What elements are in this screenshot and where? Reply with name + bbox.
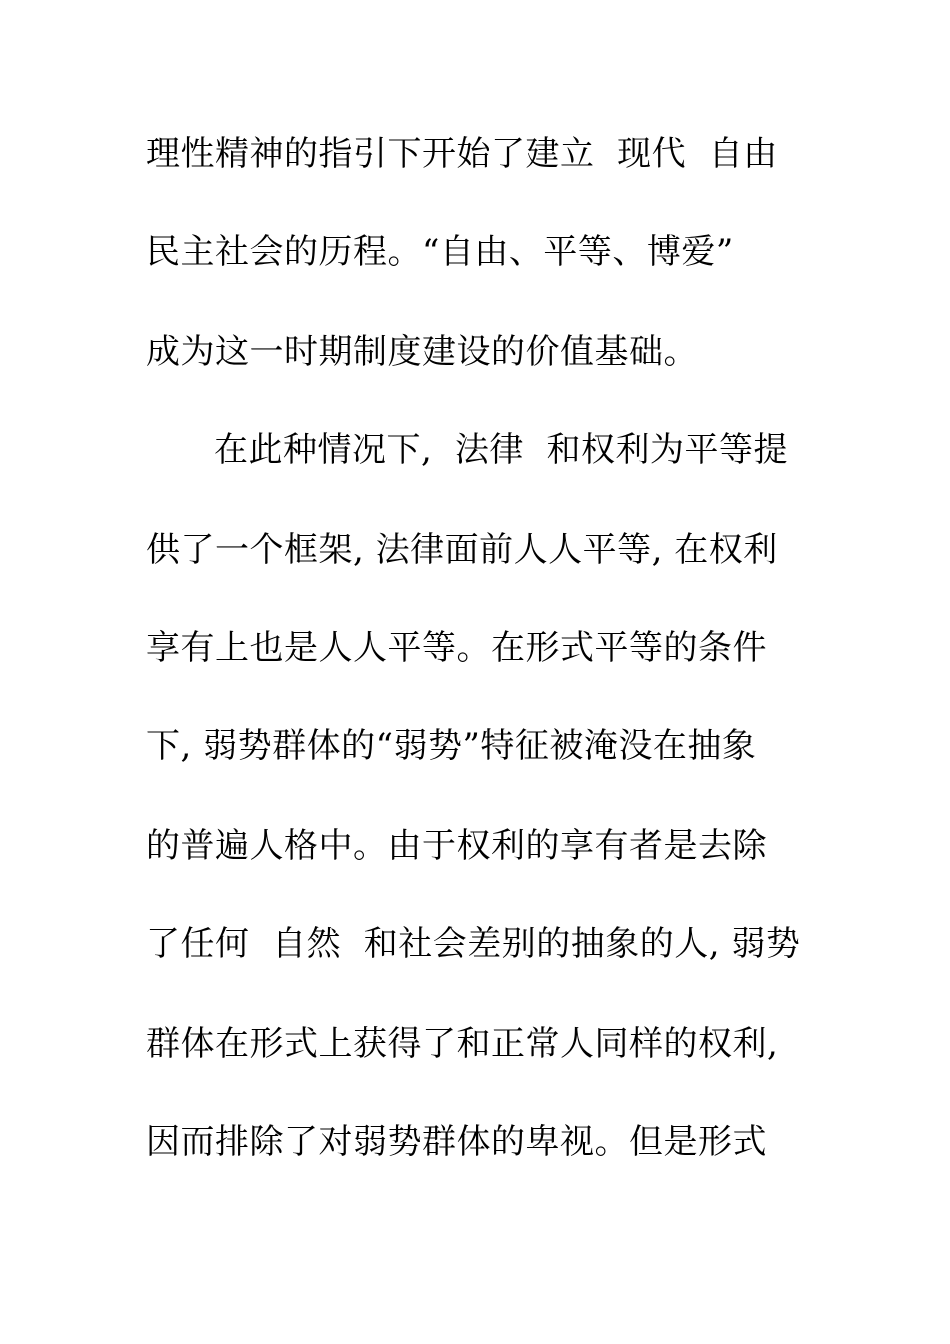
text-line-6: 享有上也是人人平等。在形式平等的条件: [146, 628, 767, 668]
text-line-10: 群体在形式上获得了和正常人同样的权利,: [146, 1024, 779, 1064]
text-line-1: 理性精神的指引下开始了建立 现代 自由: [146, 134, 778, 174]
text-line-8: 的普遍人格中。由于权利的享有者是去除: [146, 826, 767, 866]
text-line-9: 了任何 自然 和社会差别的抽象的人, 弱势: [146, 924, 801, 964]
text-line-2: 民主社会的历程。“自由、平等、博爱”: [146, 232, 734, 272]
text-line-7: 下, 弱势群体的“弱势”特征被淹没在抽象: [146, 726, 757, 766]
text-line-4-paragraph-start: 在此种情况下, 法律 和权利为平等提: [214, 430, 789, 470]
text-line-11: 因而排除了对弱势群体的卑视。但是形式: [146, 1122, 767, 1162]
text-line-5: 供了一个框架, 法律面前人人平等, 在权利: [146, 530, 778, 570]
text-line-3: 成为这一时期制度建设的价值基础。: [146, 332, 698, 372]
